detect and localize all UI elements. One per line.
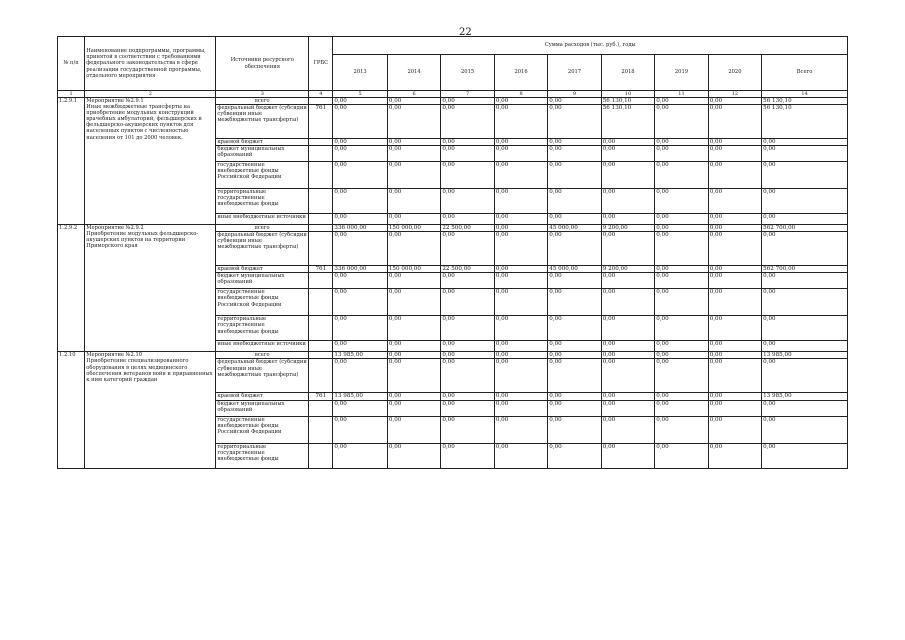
amount-cell: 0,00 <box>708 214 761 225</box>
source-label: территориальные государственные внебюджетные фонды <box>216 189 309 214</box>
amount-cell: 0,00 <box>333 98 387 105</box>
amount-cell: 0,00 <box>494 316 547 341</box>
source-label: федеральный бюджет (субсидии субвенции иные межбюджетные трансферты) <box>216 232 309 266</box>
amount-cell: 0,00 <box>762 139 848 146</box>
amount-cell: 0,00 <box>708 189 761 214</box>
amount-cell: 0,00 <box>494 393 547 400</box>
source-label: бюджет муниципальных образований <box>216 146 309 162</box>
amount-cell: 0,00 <box>494 146 547 162</box>
amount-cell: 0,00 <box>601 146 654 162</box>
header-col-index: 12 <box>708 91 761 98</box>
amount-cell: 9 200,00 <box>601 266 654 273</box>
amount-cell: 0,00 <box>387 400 440 416</box>
source-label: бюджет муниципальных образований <box>216 400 309 416</box>
amount-cell: 150 000,00 <box>387 225 440 232</box>
grbs-code <box>309 273 333 289</box>
amount-cell: 0,00 <box>601 443 654 468</box>
amount-cell: 0,00 <box>655 443 708 468</box>
amount-cell: 0,00 <box>387 146 440 162</box>
amount-cell: 0,00 <box>762 146 848 162</box>
amount-cell: 22 500,00 <box>441 225 494 232</box>
amount-cell: 0,00 <box>548 98 601 105</box>
amount-cell: 0,00 <box>655 232 708 266</box>
grbs-code <box>309 352 333 359</box>
amount-cell: 0,00 <box>441 146 494 162</box>
amount-cell: 0,00 <box>548 232 601 266</box>
source-label: федеральный бюджет (субсидии субвенции иные межбюджетные трансферты) <box>216 105 309 139</box>
amount-cell: 0,00 <box>548 393 601 400</box>
amount-cell: 13 985,00 <box>762 352 848 359</box>
grbs-code <box>309 214 333 225</box>
amount-cell: 0,00 <box>333 400 387 416</box>
amount-cell: 0,00 <box>655 273 708 289</box>
amount-cell: 0,00 <box>387 289 440 316</box>
amount-cell: 0,00 <box>548 162 601 189</box>
header-col-index: 3 <box>216 91 309 98</box>
source-label: государственные внебюджетные фонды Российской Федерации <box>216 289 309 316</box>
amount-cell: 0,00 <box>655 162 708 189</box>
amount-cell: 0,00 <box>441 289 494 316</box>
amount-cell: 56 130,10 <box>762 98 848 105</box>
amount-cell: 0,00 <box>441 273 494 289</box>
amount-cell: 0,00 <box>708 98 761 105</box>
amount-cell: 0,00 <box>387 416 440 443</box>
measure-name <box>85 225 216 352</box>
amount-cell: 0,00 <box>655 189 708 214</box>
source-label: федеральный бюджет (субсидии субвенции иные межбюджетные трансферты) <box>216 359 309 393</box>
amount-cell: 0,00 <box>494 289 547 316</box>
amount-cell: 0,00 <box>333 443 387 468</box>
amount-cell: 0,00 <box>708 443 761 468</box>
amount-cell: 0,00 <box>494 359 547 393</box>
header-col-index: 7 <box>441 91 494 98</box>
source-label: краевой бюджет <box>216 393 309 400</box>
amount-cell: 0,00 <box>708 232 761 266</box>
amount-cell: 0,00 <box>548 359 601 393</box>
amount-cell: 22 500,00 <box>441 266 494 273</box>
amount-cell: 0,00 <box>601 139 654 146</box>
grbs-code <box>309 98 333 105</box>
table-row <box>58 225 848 232</box>
amount-cell: 0,00 <box>494 400 547 416</box>
amount-cell: 0,00 <box>333 289 387 316</box>
amount-cell: 0,00 <box>762 289 848 316</box>
amount-cell: 0,00 <box>548 400 601 416</box>
grbs-code <box>309 341 333 352</box>
grbs-code <box>309 189 333 214</box>
amount-cell: 0,00 <box>494 266 547 273</box>
amount-cell: 0,00 <box>387 105 440 139</box>
amount-cell: 0,00 <box>708 341 761 352</box>
amount-cell: 0,00 <box>548 139 601 146</box>
amount-cell: 0,00 <box>333 316 387 341</box>
measure-title: Мероприятие №2.10 <box>86 352 143 359</box>
amount-cell: 0,00 <box>333 273 387 289</box>
grbs-code <box>309 400 333 416</box>
header-year: 2019 <box>655 55 708 91</box>
amount-cell: 0,00 <box>601 352 654 359</box>
amount-cell: 0,00 <box>387 98 440 105</box>
source-label: всего <box>216 352 309 359</box>
amount-cell: 0,00 <box>548 214 601 225</box>
header-col-index: 9 <box>548 91 601 98</box>
measure-title: Мероприятие №2.9.2 <box>86 225 144 232</box>
amount-cell: 0,00 <box>708 146 761 162</box>
amount-cell: 0,00 <box>708 139 761 146</box>
amount-cell: 9 200,00 <box>601 225 654 232</box>
amount-cell: 0,00 <box>333 105 387 139</box>
amount-cell: 0,00 <box>601 273 654 289</box>
amount-cell: 0,00 <box>441 359 494 393</box>
grbs-code <box>309 162 333 189</box>
source-label: всего <box>216 98 309 105</box>
amount-cell: 0,00 <box>601 162 654 189</box>
amount-cell: 0,00 <box>333 146 387 162</box>
amount-cell: 0,00 <box>762 400 848 416</box>
amount-cell: 13 985,00 <box>762 393 848 400</box>
amount-cell: 0,00 <box>762 214 848 225</box>
amount-cell: 0,00 <box>708 162 761 189</box>
amount-cell: 0,00 <box>708 266 761 273</box>
header-col-index: 1 <box>58 91 85 98</box>
amount-cell: 0,00 <box>708 393 761 400</box>
header-col-index: 8 <box>494 91 547 98</box>
amount-cell: 0,00 <box>548 443 601 468</box>
amount-cell: 0,00 <box>655 225 708 232</box>
amount-cell: 0,00 <box>548 352 601 359</box>
amount-cell: 0,00 <box>708 352 761 359</box>
amount-cell: 0,00 <box>333 416 387 443</box>
amount-cell: 0,00 <box>655 400 708 416</box>
amount-cell: 0,00 <box>708 225 761 232</box>
grbs-code <box>309 232 333 266</box>
header-grbs: ГРБС <box>309 37 333 91</box>
amount-cell: 150 000,00 <box>387 266 440 273</box>
amount-cell: 0,00 <box>441 139 494 146</box>
amount-cell: 0,00 <box>441 341 494 352</box>
amount-cell: 0,00 <box>441 98 494 105</box>
amount-cell: 0,00 <box>762 359 848 393</box>
amount-cell: 0,00 <box>441 189 494 214</box>
amount-cell: 0,00 <box>387 162 440 189</box>
amount-cell: 0,00 <box>387 443 440 468</box>
amount-cell: 0,00 <box>655 139 708 146</box>
amount-cell: 13 985,00 <box>333 393 387 400</box>
amount-cell: 0,00 <box>762 443 848 468</box>
source-label: бюджет муниципальных образований <box>216 273 309 289</box>
amount-cell: 562 700,00 <box>762 266 848 273</box>
amount-cell: 0,00 <box>441 352 494 359</box>
measure-number: 1.2.10 <box>58 352 85 468</box>
grbs-code <box>309 146 333 162</box>
amount-cell: 56 130,10 <box>601 105 654 139</box>
amount-cell: 336 000,00 <box>333 266 387 273</box>
amount-cell: 0,00 <box>494 189 547 214</box>
page-number: 22 <box>459 27 472 38</box>
amount-cell: 0,00 <box>387 214 440 225</box>
header-year: Всего <box>762 55 848 91</box>
amount-cell: 0,00 <box>387 273 440 289</box>
source-label: всего <box>216 225 309 232</box>
amount-cell: 0,00 <box>708 416 761 443</box>
amount-cell: 0,00 <box>762 232 848 266</box>
amount-cell: 0,00 <box>655 146 708 162</box>
header-year: 2020 <box>708 55 761 91</box>
table-row <box>58 98 848 105</box>
amount-cell: 0,00 <box>333 139 387 146</box>
amount-cell: 0,00 <box>762 316 848 341</box>
amount-cell: 0,00 <box>655 341 708 352</box>
source-label: территориальные государственные внебюджетные фонды <box>216 443 309 468</box>
grbs-code <box>309 289 333 316</box>
amount-cell: 0,00 <box>655 289 708 316</box>
amount-cell: 0,00 <box>333 232 387 266</box>
budget-table <box>57 36 848 469</box>
grbs-code <box>309 359 333 393</box>
amount-cell: 0,00 <box>601 316 654 341</box>
amount-cell: 56 130,10 <box>762 105 848 139</box>
amount-cell: 0,00 <box>494 105 547 139</box>
amount-cell: 0,00 <box>548 146 601 162</box>
amount-cell: 0,00 <box>387 139 440 146</box>
source-label: краевой бюджет <box>216 139 309 146</box>
amount-cell: 0,00 <box>708 105 761 139</box>
amount-cell: 0,00 <box>387 232 440 266</box>
amount-cell: 0,00 <box>548 105 601 139</box>
amount-cell: 0,00 <box>494 443 547 468</box>
source-label: иные внебюджетные источники <box>216 214 309 225</box>
header-name: Наименование подпрограммы, программы, принятой в соответствии с требованиями федерального законодательства в сфере реализации государственной программы, отдельного мероприятия <box>85 37 216 91</box>
amount-cell: 0,00 <box>494 416 547 443</box>
amount-cell: 0,00 <box>655 316 708 341</box>
header-col-index: 2 <box>85 91 216 98</box>
amount-cell: 0,00 <box>601 189 654 214</box>
header-year: 2013 <box>333 55 387 91</box>
amount-cell: 0,00 <box>548 189 601 214</box>
amount-cell: 0,00 <box>387 316 440 341</box>
amount-cell: 336 000,00 <box>333 225 387 232</box>
amount-cell: 0,00 <box>333 341 387 352</box>
amount-cell: 0,00 <box>548 273 601 289</box>
amount-cell: 0,00 <box>655 416 708 443</box>
grbs-code: 761 <box>309 393 333 400</box>
grbs-code <box>309 225 333 232</box>
amount-cell: 0,00 <box>494 162 547 189</box>
amount-cell: 0,00 <box>333 162 387 189</box>
header-sum: Сумма расходов (тыс. руб.), годы <box>333 37 848 55</box>
amount-cell: 0,00 <box>387 359 440 393</box>
grbs-code <box>309 416 333 443</box>
amount-cell: 0,00 <box>762 273 848 289</box>
amount-cell: 0,00 <box>655 393 708 400</box>
amount-cell: 0,00 <box>708 359 761 393</box>
amount-cell: 0,00 <box>601 393 654 400</box>
amount-cell: 0,00 <box>441 393 494 400</box>
header-source: Источники ресурсного обеспечения <box>216 37 309 91</box>
amount-cell: 0,00 <box>762 416 848 443</box>
grbs-code <box>309 316 333 341</box>
measure-description: Иные межбюджетные трансферты на приобретение модульных конструкций врачебных амбулаторий, фельдшерских и фельдшерско-акушерских пунктов для населенных пунктов с численностью населения от 101 до 2000 человек. <box>86 104 202 141</box>
source-label: краевой бюджет <box>216 266 309 273</box>
amount-cell: 0,00 <box>441 316 494 341</box>
amount-cell: 0,00 <box>387 393 440 400</box>
amount-cell: 0,00 <box>708 273 761 289</box>
amount-cell: 0,00 <box>548 316 601 341</box>
source-label: государственные внебюджетные фонды Российской Федерации <box>216 416 309 443</box>
amount-cell: 0,00 <box>708 289 761 316</box>
amount-cell: 0,00 <box>548 289 601 316</box>
amount-cell: 13 985,00 <box>333 352 387 359</box>
amount-cell: 0,00 <box>655 266 708 273</box>
amount-cell: 0,00 <box>441 162 494 189</box>
source-label: территориальные государственные внебюджетные фонды <box>216 316 309 341</box>
amount-cell: 0,00 <box>494 341 547 352</box>
measure-number: 1.2.9.1 <box>58 98 85 225</box>
amount-cell: 0,00 <box>333 189 387 214</box>
header-year: 2015 <box>441 55 494 91</box>
amount-cell: 0,00 <box>601 289 654 316</box>
header-col-index: 11 <box>655 91 708 98</box>
amount-cell: 0,00 <box>708 400 761 416</box>
amount-cell: 0,00 <box>762 189 848 214</box>
amount-cell: 0,00 <box>601 214 654 225</box>
amount-cell: 0,00 <box>548 416 601 443</box>
amount-cell: 0,00 <box>387 189 440 214</box>
grbs-code: 761 <box>309 266 333 273</box>
amount-cell: 0,00 <box>762 162 848 189</box>
amount-cell: 0,00 <box>601 400 654 416</box>
source-label: иные внебюджетные источники <box>216 341 309 352</box>
amount-cell: 0,00 <box>601 359 654 393</box>
amount-cell: 0,00 <box>655 352 708 359</box>
amount-cell: 56 130,10 <box>601 98 654 105</box>
header-year: 2016 <box>494 55 547 91</box>
amount-cell: 0,00 <box>494 98 547 105</box>
measure-name <box>85 352 216 468</box>
amount-cell: 0,00 <box>441 105 494 139</box>
amount-cell: 0,00 <box>762 341 848 352</box>
measure-description: Приобретение специализированного оборудования в целях медицинского обеспечения ветеранов войн и приравненных к ним категорий граждан <box>86 358 213 383</box>
header-col-index: 6 <box>387 91 440 98</box>
header-col-index: 14 <box>762 91 848 98</box>
amount-cell: 0,00 <box>441 214 494 225</box>
amount-cell: 562 700,00 <box>762 225 848 232</box>
amount-cell: 0,00 <box>601 416 654 443</box>
amount-cell: 0,00 <box>708 316 761 341</box>
header-col-index: 5 <box>333 91 387 98</box>
amount-cell: 0,00 <box>494 273 547 289</box>
header-no: № п/п <box>58 37 85 91</box>
amount-cell: 45 000,00 <box>548 266 601 273</box>
amount-cell: 0,00 <box>655 359 708 393</box>
header-year: 2017 <box>548 55 601 91</box>
amount-cell: 0,00 <box>441 232 494 266</box>
measure-title: Мероприятие №2.9.1 <box>86 98 144 104</box>
header-col-index: 4 <box>309 91 333 98</box>
grbs-code: 761 <box>309 105 333 139</box>
amount-cell: 0,00 <box>333 359 387 393</box>
amount-cell: 0,00 <box>601 341 654 352</box>
amount-cell: 0,00 <box>494 352 547 359</box>
amount-cell: 0,00 <box>655 214 708 225</box>
grbs-code <box>309 443 333 468</box>
amount-cell: 0,00 <box>601 232 654 266</box>
amount-cell: 0,00 <box>441 400 494 416</box>
header-year: 2014 <box>387 55 440 91</box>
amount-cell: 0,00 <box>441 416 494 443</box>
header-col-index: 10 <box>601 91 654 98</box>
header-year: 2018 <box>601 55 654 91</box>
source-label: государственные внебюджетные фонды Российской Федерации <box>216 162 309 189</box>
measure-name <box>85 98 216 225</box>
amount-cell: 0,00 <box>333 214 387 225</box>
amount-cell: 0,00 <box>494 214 547 225</box>
amount-cell: 0,00 <box>387 352 440 359</box>
amount-cell: 0,00 <box>494 232 547 266</box>
amount-cell: 0,00 <box>548 341 601 352</box>
amount-cell: 0,00 <box>494 225 547 232</box>
measure-number: 1.2.9.2 <box>58 225 85 352</box>
amount-cell: 0,00 <box>655 105 708 139</box>
amount-cell: 0,00 <box>655 98 708 105</box>
amount-cell: 0,00 <box>441 443 494 468</box>
table-row <box>58 352 848 359</box>
amount-cell: 0,00 <box>387 341 440 352</box>
measure-description: Приобретение модульных фельдшерско-акушерских пунктов на территории Приморского края <box>86 231 199 250</box>
grbs-code <box>309 139 333 146</box>
amount-cell: 45 000,00 <box>548 225 601 232</box>
amount-cell: 0,00 <box>494 139 547 146</box>
